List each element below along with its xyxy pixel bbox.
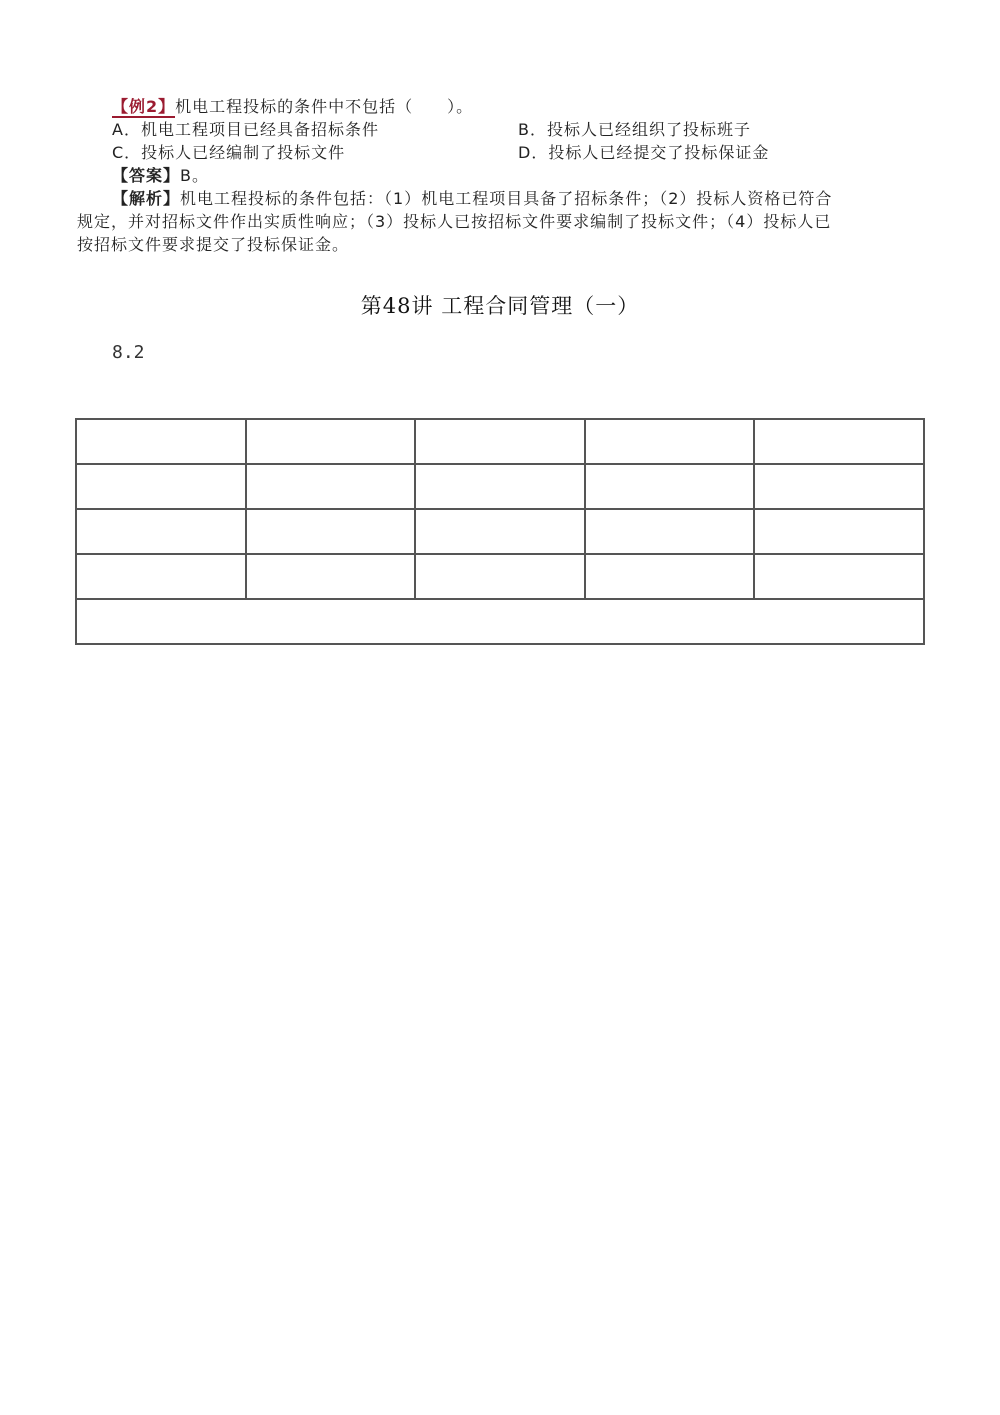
empty-table bbox=[75, 418, 925, 645]
table-cell bbox=[754, 554, 924, 599]
table-cell bbox=[76, 419, 246, 464]
analysis-line-1 bbox=[112, 187, 832, 210]
table-row bbox=[76, 509, 924, 554]
table-cell bbox=[246, 509, 416, 554]
table-row bbox=[76, 599, 924, 644]
table-merged-cell bbox=[76, 599, 924, 644]
table-cell bbox=[585, 554, 755, 599]
table-cell bbox=[754, 419, 924, 464]
table-cell bbox=[585, 419, 755, 464]
table-cell bbox=[585, 509, 755, 554]
analysis-text-1: 机电工程投标的条件包括：（1）机电工程项目具备了招标条件；（2）投标人资格已符合 bbox=[180, 189, 833, 208]
table-cell bbox=[246, 554, 416, 599]
answer-label: 【答案】 bbox=[112, 166, 181, 185]
section-number: 8.2 bbox=[112, 342, 145, 363]
option-d: D．投标人已经提交了投标保证金 bbox=[518, 143, 770, 162]
table-row bbox=[76, 464, 924, 509]
question-text: 机电工程投标的条件中不包括（ ）。 bbox=[175, 97, 474, 116]
analysis-line-2: 规定，并对招标文件作出实质性响应；（3）投标人已按招标文件要求编制了投标文件；（4）投标人已 bbox=[77, 212, 832, 231]
table-cell bbox=[415, 509, 585, 554]
table-cell bbox=[76, 554, 246, 599]
table-cell bbox=[415, 419, 585, 464]
analysis-label: 【解析】 bbox=[112, 189, 181, 208]
answer-line bbox=[112, 164, 209, 187]
answer-value: B。 bbox=[180, 166, 209, 185]
option-b: B．投标人已经组织了投标班子 bbox=[518, 120, 751, 139]
option-c: C．投标人已经编制了投标文件 bbox=[112, 143, 346, 162]
analysis-line-3: 按招标文件要求提交了投标保证金。 bbox=[77, 235, 350, 254]
table-cell bbox=[754, 509, 924, 554]
table-cell bbox=[415, 464, 585, 509]
table-cell bbox=[76, 509, 246, 554]
table-cell bbox=[754, 464, 924, 509]
table-cell bbox=[76, 464, 246, 509]
example-tag: 【例2】 bbox=[112, 97, 176, 116]
lecture-title: 第48讲 工程合同管理（一） bbox=[360, 294, 640, 318]
option-a: A．机电工程项目已经具备招标条件 bbox=[112, 120, 379, 139]
table-cell bbox=[246, 419, 416, 464]
table-row bbox=[76, 419, 924, 464]
table-row bbox=[76, 554, 924, 599]
table-cell bbox=[415, 554, 585, 599]
table-cell bbox=[246, 464, 416, 509]
table-cell bbox=[585, 464, 755, 509]
example-question bbox=[112, 95, 473, 118]
